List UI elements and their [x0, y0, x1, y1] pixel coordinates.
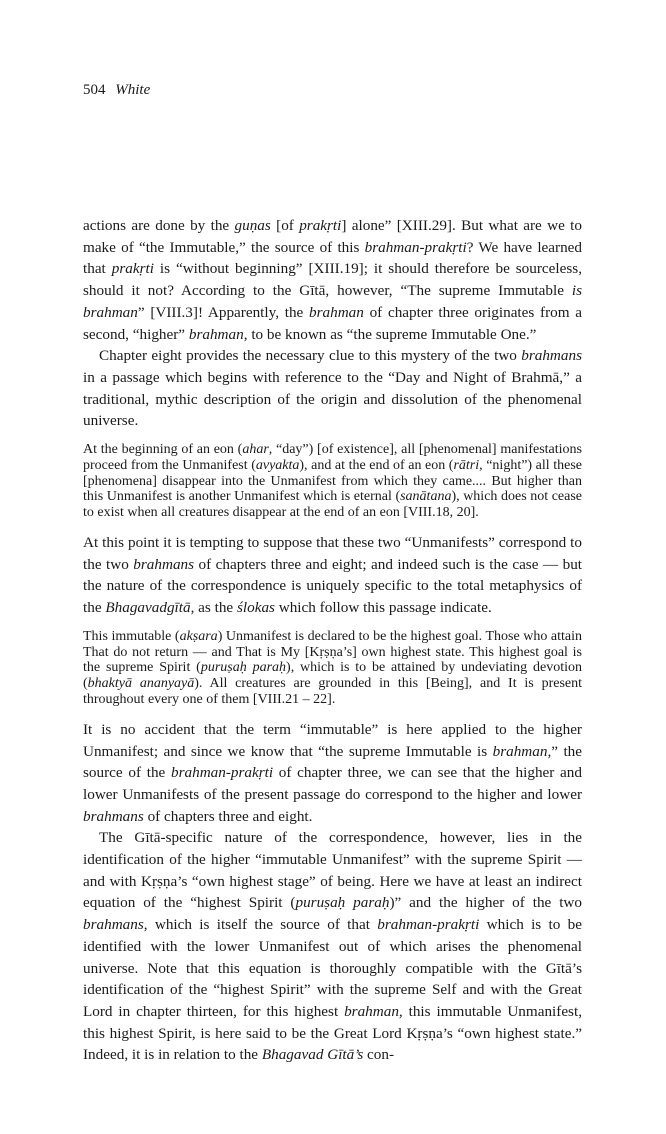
- text-run: At the beginning of an eon (: [83, 442, 243, 458]
- text-run: , to be known as “the supreme Immutable One.”: [243, 325, 537, 343]
- italic-term: brahman: [344, 1002, 399, 1020]
- text-run: con-: [363, 1046, 395, 1064]
- text-run: which is to be identified with the lower Unmanifest out of which arises the phenomenal universe. Note that this equation is thoroughly compatible with the Gītā’s identification of the “highest Spirit” with the supreme Self and with the Great Lord in chapter thirteen, for this highest: [83, 916, 582, 1020]
- text-run: ] alone” [XIII.29]. But what are we to make of “the Immutable,” the source of this: [83, 217, 582, 256]
- italic-term: guṇas: [234, 217, 271, 234]
- text-run: , “day”) [of existence], all [phenomenal] manifestations proceed from the Unmanifest (: [83, 442, 582, 473]
- block-quote: [83, 442, 582, 521]
- text-run: , which is itself the source of that: [143, 916, 378, 934]
- text-run: is “without beginning” [XIII.19]; it should therefore be sourceless, should it not? According to the Gītā, however, “The supreme Immutable: [83, 260, 582, 300]
- body-paragraph: [83, 827, 582, 1066]
- italic-term: brahmans: [133, 555, 195, 573]
- text-run: ), and at the end of an eon (: [299, 457, 454, 473]
- italic-term: sanātana: [400, 489, 452, 505]
- text-run: At this point it is tempting to suppose that these two “Unmanifests” correspond to the two: [83, 534, 582, 573]
- body-paragraph: [83, 532, 582, 619]
- italic-term: ahar: [242, 442, 269, 458]
- page-number: 504: [83, 82, 106, 98]
- text-run: ) Unmanifest is declared to be the highest goal. Those who attain That do not return — and That is My [Kṛṣṇa’s] own highest state. This highest goal is the supreme Spirit (: [83, 628, 582, 676]
- italic-term: brahman-prakṛti: [364, 238, 467, 256]
- italic-term: prakṛti: [299, 217, 342, 234]
- text-run: of chapter three originates from a second, “higher”: [83, 303, 582, 343]
- italic-term: bhaktyā ananyayā: [87, 676, 195, 692]
- italic-term: brahmans: [521, 347, 582, 365]
- italic-term: brahman: [188, 325, 244, 343]
- italic-term: Bhagavadgītā: [105, 599, 191, 617]
- text-run: of chapters three and eight; and indeed such is the case — but the nature of the correspondence is uniquely specific to the total metaphysics of the: [83, 555, 583, 617]
- text-run: ” [VIII.3]! Apparently, the: [137, 303, 310, 321]
- text-run: [of: [270, 217, 300, 234]
- body-paragraph: [83, 719, 582, 828]
- italic-term: brahman-prakṛti: [171, 764, 274, 782]
- text-run: ), which does not cease to exist when all creatures disappear at the end of an eon [VIII.18, 20].: [83, 489, 582, 521]
- text-run: of chapters three and eight.: [143, 807, 313, 825]
- text-run: , as the: [190, 599, 237, 617]
- italic-term: puruṣaḥ paraḥ: [200, 660, 287, 676]
- text-run: actions are done by the: [83, 217, 235, 234]
- italic-term: brahman: [492, 742, 548, 760]
- text-run: This immutable (: [83, 628, 180, 644]
- text-run: which follow this passage indicate.: [274, 599, 492, 617]
- italic-term: brahmans: [83, 916, 144, 934]
- italic-term: Bhagavad Gītā’s: [261, 1046, 364, 1064]
- italic-term: akṣara: [179, 628, 218, 644]
- italic-term: prakṛti: [111, 260, 154, 278]
- text-run: )” and the higher of the two: [389, 894, 582, 912]
- italic-term: puruṣaḥ paraḥ: [295, 894, 390, 912]
- text-run: in a passage which begins with reference to the “Day and Night of Brahmā,” a traditional, mythic description of the origin and dissolution of the phenomenal universe.: [83, 368, 582, 430]
- italic-term: avyakta: [255, 457, 300, 473]
- text-run: It is no accident that the term “immutable” is here applied to the higher Unmanifest; and since we know that “the supreme Immutable is: [83, 720, 582, 760]
- block-quote: [83, 629, 582, 708]
- body-paragraph: [83, 345, 582, 432]
- italic-term: is brahman: [83, 282, 582, 321]
- text-run: Chapter eight provides the necessary clue to this mystery of the two: [99, 347, 522, 365]
- text-run: ? We have learned that: [83, 238, 583, 278]
- italic-term: ślokas: [236, 599, 275, 617]
- text-run: , “night”) all these [phenomena] disappear into the Unmanifest from which they came.... But higher than this Unmanifest is another Unmanifest which is eternal (: [83, 457, 582, 505]
- text-run: The Gītā-specific nature of the correspondence, however, lies in the identification of the higher “immutable Unmanifest” with the supreme Spirit — and with Kṛṣṇa’s “own highest stage” of being. Here we have at least an indirect equation of the “highest Spirit (: [83, 829, 582, 912]
- italic-term: rātri: [453, 457, 480, 473]
- running-head: [83, 80, 150, 100]
- text-run: ). All creatures are grounded in this [Being], and It is present throughout every one of them [VIII.21 – 22].: [83, 676, 582, 708]
- italic-term: brahmans: [83, 807, 144, 825]
- text-run: of chapter three, we can see that the higher and lower Unmanifests of the present passage do correspond to the higher and lower: [83, 764, 582, 803]
- body-paragraph: [83, 215, 582, 345]
- page-body: [83, 215, 582, 1066]
- text-run: , this immutable Unmanifest, this highest Spirit, is here said to be the Great Lord Kṛṣṇa’s “own highest state.” Indeed, it is in relation to the: [83, 1002, 582, 1064]
- running-head-author: White: [115, 82, 151, 98]
- italic-term: brahman: [309, 303, 364, 321]
- text-run: ), which is to be attained by undeviating devotion (: [83, 660, 582, 692]
- text-run: ,” the source of the: [83, 742, 582, 782]
- italic-term: brahman-prakṛti: [377, 916, 480, 934]
